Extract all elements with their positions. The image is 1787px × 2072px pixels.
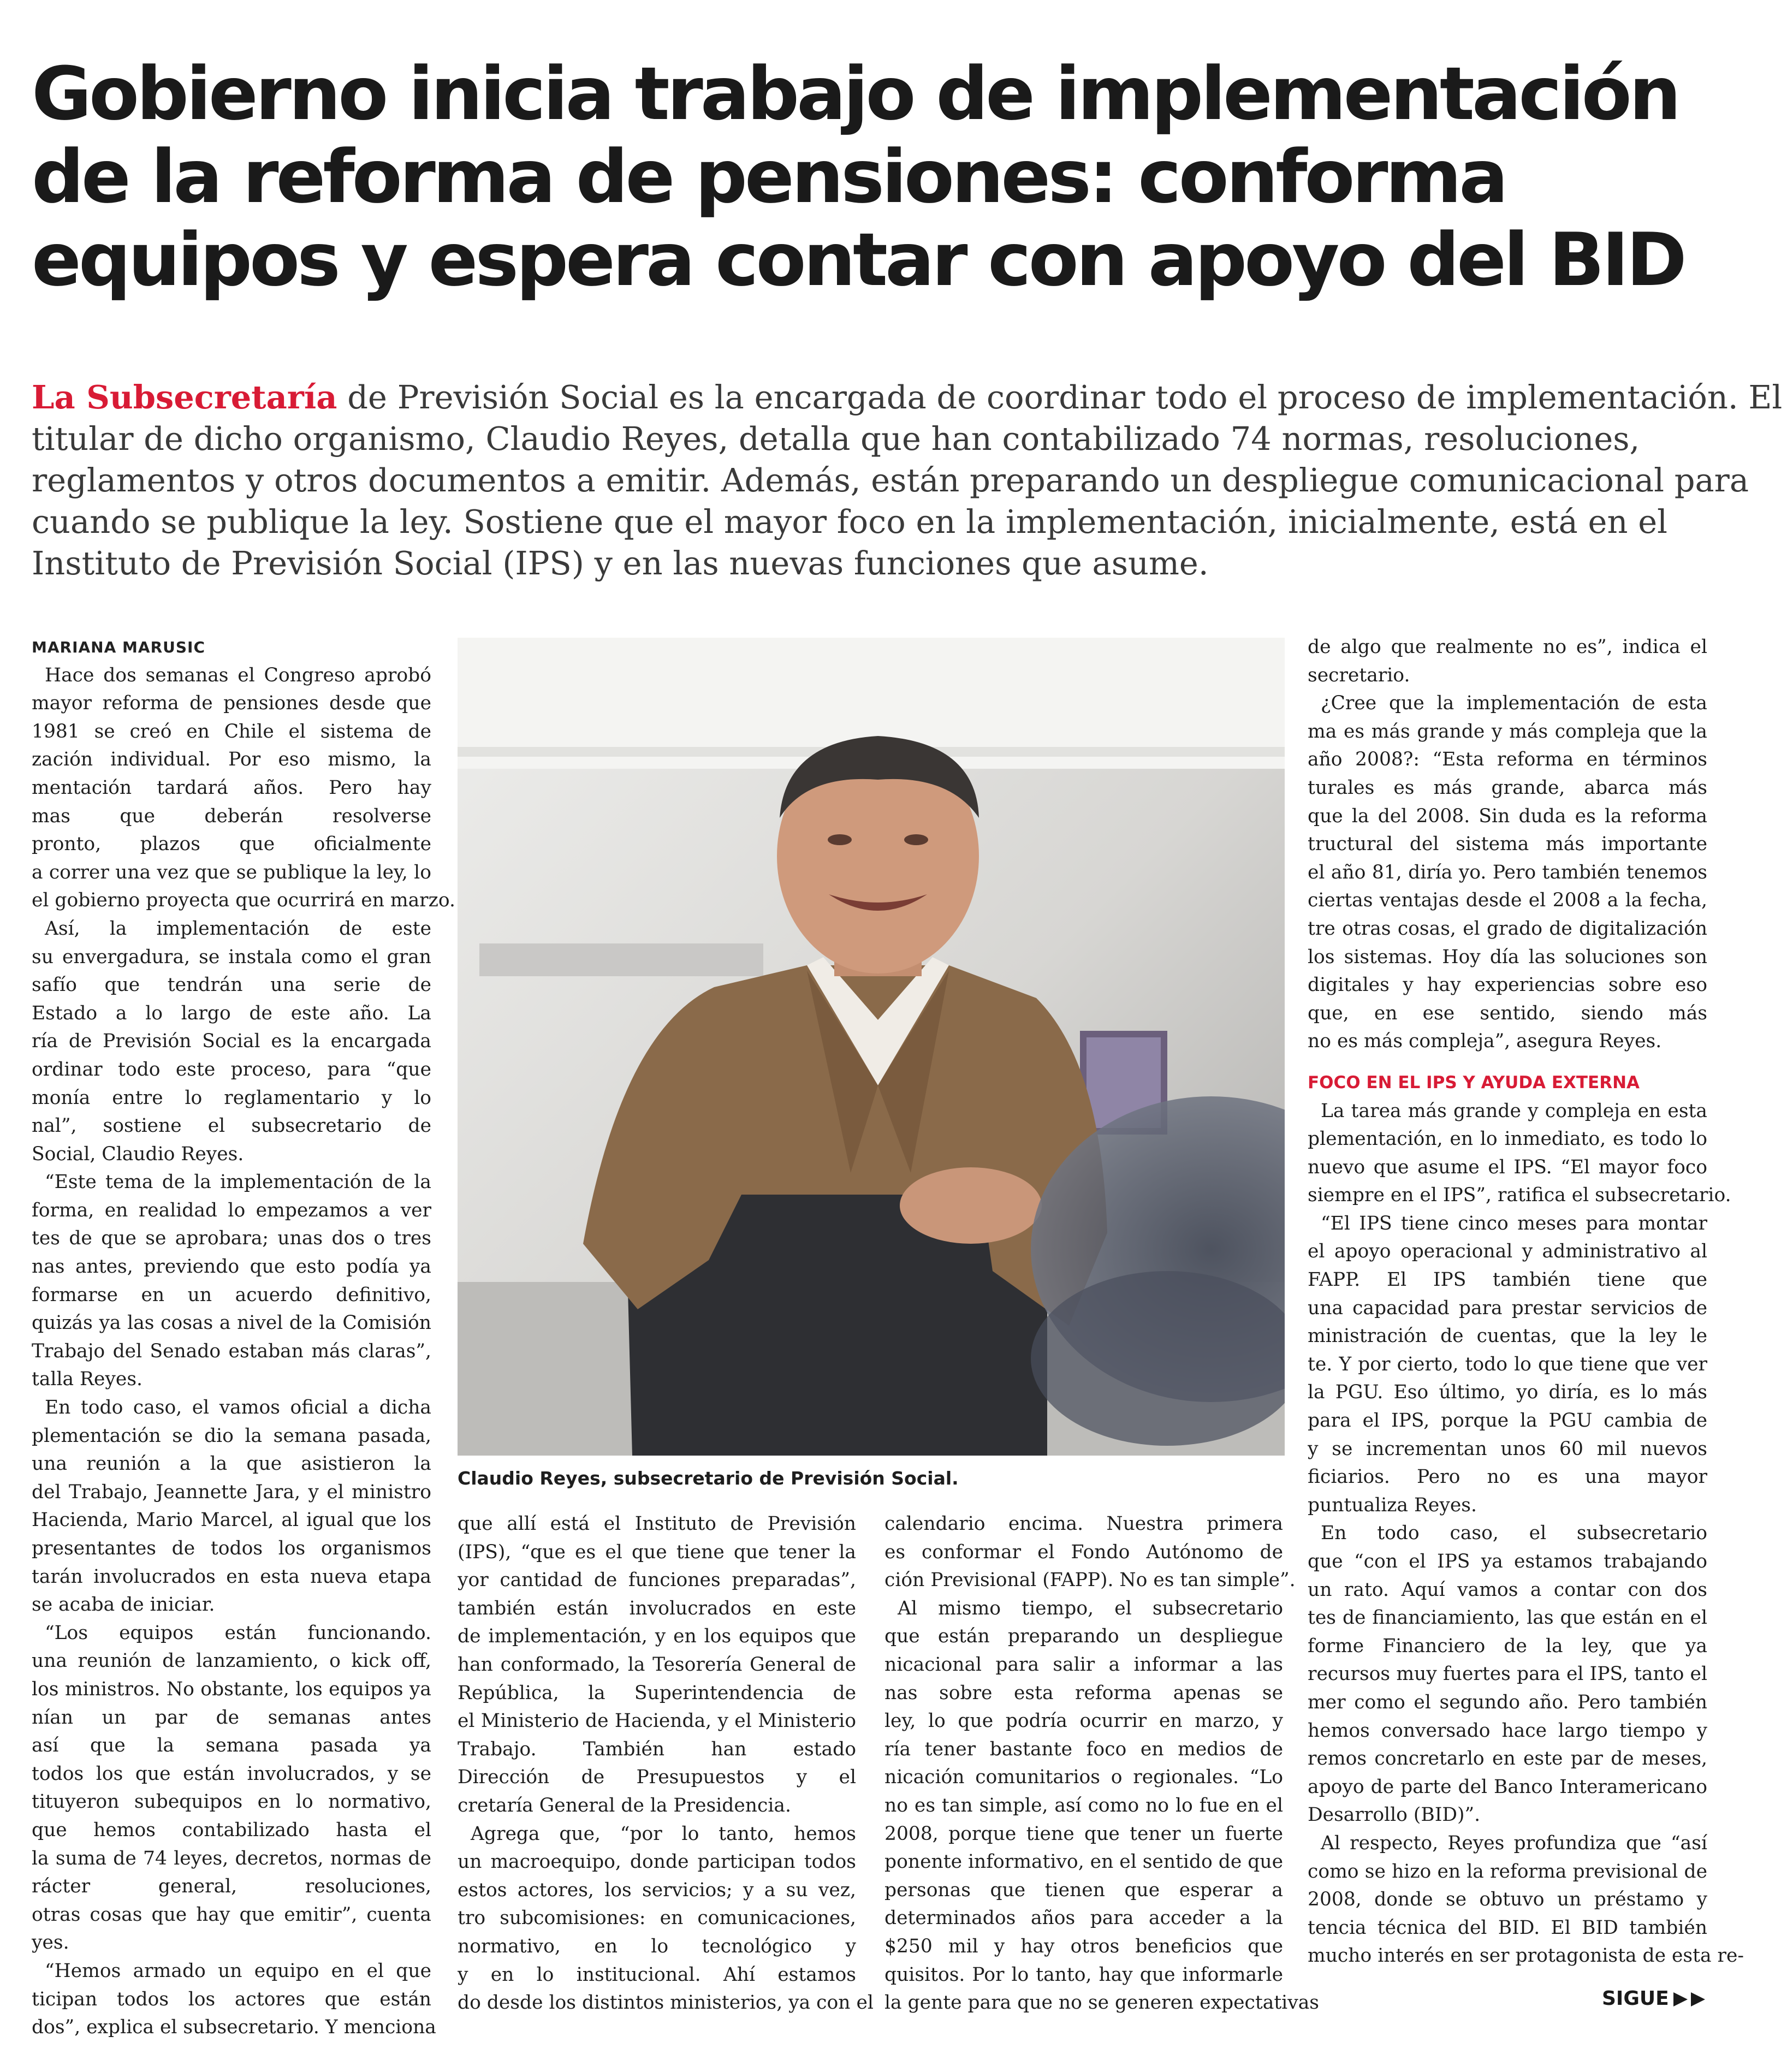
body-line: la PGU. Eso último, yo diría, es lo más — [1308, 1381, 1707, 1404]
body-line: Trabajo del Senado estaban más claras”, — [32, 1340, 431, 1362]
body-line: 1981 se creó en Chile el sistema de — [32, 720, 431, 743]
body-line: tre otras cosas, el grado de digitalización — [1308, 917, 1707, 940]
body-line: ticipan todos los actores que están — [32, 1988, 431, 2010]
body-line: apoyo de parte del Banco Interamericano — [1308, 1776, 1707, 1798]
body-line: nas sobre esta reforma apenas se — [884, 1682, 1283, 1704]
body-line: Estado a lo largo de este año. La — [32, 1002, 431, 1024]
body-line: tro subcomisiones: en comunicaciones, — [458, 1907, 856, 1929]
body-line: el año 81, diría yo. Pero también tenemos — [1308, 861, 1707, 883]
body-line: que hemos contabilizado hasta el — [32, 1819, 431, 1841]
body-line: ordinar todo este proceso, para “que — [32, 1058, 431, 1080]
body-line: nicacional para salir a informar a las — [884, 1653, 1283, 1676]
body-line: (IPS), “que es el que tiene que tener la — [458, 1541, 856, 1563]
body-line: zación individual. Por eso mismo, la — [32, 749, 431, 771]
body-line: la suma de 74 leyes, decretos, normas de — [32, 1847, 431, 1869]
body-line: Hace dos semanas el Congreso aprobó — [45, 664, 431, 686]
body-line: año 2008?: “Esta reforma en términos — [1308, 749, 1707, 771]
body-line: pronto, plazos que oficialmente — [32, 833, 431, 856]
article-column-3 — [884, 1510, 1319, 2017]
body-line: FAPP. El IPS también tiene que — [1308, 1269, 1707, 1291]
body-line: que la del 2008. Sin duda es la reforma — [1308, 805, 1707, 827]
body-line: Al respecto, Reyes profundiza que “así — [1321, 1832, 1707, 1854]
lead-line-text: de Previsión Social es la encargada de coordinar todo el proceso de implementación. El — [337, 378, 1783, 416]
body-line: del Trabajo, Jeannette Jara, y el ministro — [32, 1481, 431, 1503]
photo-claudio-reyes — [458, 638, 1285, 1456]
body-line: ¿Cree que la implementación de esta — [1321, 692, 1707, 715]
body-line: determinados años para acceder a la — [884, 1907, 1283, 1929]
body-line: “Los equipos están funcionando. — [45, 1622, 431, 1644]
body-line: dos”, explica el subsecretario. Y menciona — [32, 2016, 436, 2039]
body-line: turales es más grande, abarca más — [1308, 776, 1707, 799]
headline-line: de la reforma de pensiones: conforma — [32, 134, 1506, 219]
body-line: tructural del sistema más importante — [1308, 833, 1707, 856]
body-line: una reunión a la que asistieron la — [32, 1453, 431, 1475]
body-line: no es más compleja”, asegura Reyes. — [1308, 1030, 1662, 1053]
body-line: también están involucrados en este — [458, 1597, 856, 1619]
body-line: tes de que se aprobara; unas dos o tres — [32, 1227, 431, 1250]
body-line: así que la semana pasada ya — [32, 1735, 431, 1757]
body-line: se acaba de iniciar. — [32, 1594, 215, 1616]
body-line: quizás ya las cosas a nivel de la Comisión — [32, 1312, 431, 1334]
body-line: puntualiza Reyes. — [1308, 1494, 1477, 1516]
body-line: personas que tienen que esperar a — [884, 1879, 1283, 1901]
body-line: ción Previsional (FAPP). No es tan simple”. — [884, 1569, 1296, 1592]
body-line: que allí está el Instituto de Previsión — [458, 1513, 856, 1535]
body-line: monía entre lo reglamentario y lo — [32, 1087, 431, 1109]
body-line: Hacienda, Mario Marcel, al igual que los — [32, 1509, 431, 1531]
body-line: Desarrollo (BID)”. — [1308, 1804, 1481, 1826]
body-line: Al mismo tiempo, el subsecretario — [898, 1597, 1283, 1619]
body-line: el Ministerio de Hacienda, y el Ministerio — [458, 1710, 856, 1732]
lead-accent: La Subsecretaría — [32, 378, 337, 416]
body-line: ma es más grande y más compleja que la — [1308, 720, 1707, 743]
lead-line — [32, 377, 1783, 418]
body-line: una reunión de lanzamiento, o kick off, — [32, 1650, 431, 1672]
body-line: Social, Claudio Reyes. — [32, 1143, 244, 1165]
body-line: que están preparando un despliegue — [884, 1625, 1283, 1648]
body-line: ponente informativo, en el sentido de que — [884, 1851, 1283, 1873]
continues-marker — [1602, 1987, 1708, 2010]
body-line: mas que deberán resolverse — [32, 805, 431, 827]
body-line: un rato. Aquí vamos a contar con dos — [1308, 1578, 1707, 1601]
lead-line: Instituto de Previsión Social (IPS) y en las nuevas funciones que asume. — [32, 544, 1209, 582]
spacer — [1308, 1056, 1707, 1069]
body-line: y en lo institucional. Ahí estamos — [458, 1963, 856, 1986]
body-line: En todo caso, el vamos oficial a dicha — [45, 1397, 431, 1419]
body-line: ministración de cuentas, que la ley le — [1308, 1325, 1707, 1347]
body-line: formarse en un acuerdo definitivo, — [32, 1284, 431, 1306]
body-line: tes de financiamiento, las que están en el — [1308, 1607, 1707, 1629]
body-line: En todo caso, el subsecretario — [1321, 1522, 1707, 1545]
body-line: La tarea más grande y compleja en esta — [1321, 1100, 1707, 1122]
body-line: normativo, en lo tecnológico y — [458, 1935, 856, 1957]
body-line: remos concretarlo en este par de meses, — [1308, 1748, 1707, 1770]
body-line: estos actores, los servicios; y a su vez, — [458, 1879, 856, 1901]
body-line: plementación, en lo inmediato, es todo lo — [1308, 1128, 1707, 1150]
body-line: cretaría General de la Presidencia. — [458, 1794, 791, 1816]
body-line: la gente para que no se generen expectativas — [884, 1992, 1319, 2014]
body-line: rácter general, resoluciones, — [32, 1875, 431, 1898]
body-line: ficiarios. Pero no es una mayor — [1308, 1466, 1707, 1488]
body-line: nuevo que asume el IPS. “El mayor foco — [1308, 1156, 1707, 1178]
body-line: otras cosas que hay que emitir”, cuenta — [32, 1903, 431, 1926]
photo-caption: Claudio Reyes, subsecretario de Previsión Social. — [458, 1468, 959, 1489]
body-line: un macroequipo, donde participan todos — [458, 1851, 856, 1873]
body-line: todos los que están involucrados, y se — [32, 1762, 431, 1785]
body-line: su envergadura, se instala como el gran — [32, 946, 431, 968]
body-line: presentantes de todos los organismos — [32, 1537, 431, 1559]
body-line: una capacidad para prestar servicios de — [1308, 1297, 1707, 1319]
body-line: Agrega que, “por lo tanto, hemos — [471, 1822, 856, 1845]
body-line: “Este tema de la implementación de la — [45, 1171, 431, 1194]
headline-line: Gobierno inicia trabajo de implementación — [32, 51, 1679, 136]
body-line: tituyeron subequipos en lo normativo, — [32, 1791, 431, 1813]
body-line: talla Reyes. — [32, 1368, 143, 1391]
body-line: han conformado, la Tesorería General de — [458, 1653, 856, 1676]
body-line: Así, la implementación de este — [45, 917, 431, 940]
body-line: a correr una vez que se publique la ley, lo — [32, 861, 431, 883]
body-line: tarán involucrados en esta nueva etapa — [32, 1565, 431, 1588]
body-line: que, en ese sentido, siendo más — [1308, 1002, 1707, 1024]
body-line: el gobierno proyecta que ocurrirá en marzo. — [32, 889, 455, 912]
body-line: hemos conversado hace largo tiempo y — [1308, 1719, 1707, 1742]
body-line: el apoyo operacional y administrativo al — [1308, 1240, 1707, 1263]
lead-paragraph — [32, 377, 1783, 584]
article-column-2 — [458, 1510, 874, 2017]
body-line: los sistemas. Hoy día las soluciones son — [1308, 946, 1707, 968]
body-line: mer como el segundo año. Pero también — [1308, 1691, 1707, 1713]
double-arrow-icon — [1673, 1991, 1708, 2008]
body-line: nían un par de semanas antes — [32, 1706, 431, 1729]
body-line: recursos muy fuertes para el IPS, tanto el — [1308, 1663, 1707, 1685]
body-line: que “con el IPS ya estamos trabajando — [1308, 1551, 1707, 1572]
body-line: 2008, donde se obtuvo un préstamo y — [1308, 1889, 1707, 1911]
body-line: ría de Previsión Social es la encargada — [32, 1030, 431, 1053]
body-line: “El IPS tiene cinco meses para montar — [1321, 1212, 1707, 1234]
body-line: mayor reforma de pensiones desde que — [32, 692, 431, 715]
body-line: República, la Superintendencia de — [458, 1682, 856, 1704]
body-line: quisitos. Por lo tanto, hay que informarle — [884, 1963, 1283, 1986]
body-line: nicación comunitarios o regionales. “Lo — [884, 1766, 1283, 1789]
body-line: ría tener bastante foco en medios de — [884, 1738, 1283, 1760]
lead-line: reglamentos y otros documentos a emitir. Además, están preparando un despliegue comunicacional para — [32, 461, 1749, 499]
body-line: Dirección de Presupuestos y el — [458, 1766, 856, 1789]
body-line: yor cantidad de funciones preparadas”, — [458, 1569, 856, 1592]
body-line: do desde los distintos ministerios, ya con el — [458, 1992, 874, 2014]
body-line: para el IPS, porque la PGU cambia de — [1308, 1410, 1707, 1432]
body-line: safío que tendrán una serie de — [32, 974, 431, 996]
body-line: $250 mil y hay otros beneficios que — [884, 1935, 1283, 1957]
portrait-image — [458, 638, 1285, 1456]
body-line: tencia técnica del BID. El BID también — [1308, 1916, 1707, 1939]
lead-line: cuando se publique la ley. Sostiene que el mayor foco en la implementación, inicialmente, está en el — [32, 503, 1667, 541]
body-line: “Hemos armado un equipo en el que — [45, 1960, 431, 1982]
body-line: te. Y por cierto, todo lo que tiene que ver — [1308, 1353, 1707, 1375]
section-subhead: FOCO EN EL IPS Y AYUDA EXTERNA — [1308, 1072, 1640, 1093]
body-line: y se incrementan unos 60 mil nuevos — [1308, 1438, 1707, 1460]
body-line: no es tan simple, así como no lo fue en el — [884, 1794, 1283, 1816]
sigue-label: SIGUE — [1602, 1987, 1669, 2010]
body-line: nal”, sostiene el subsecretario de — [32, 1115, 431, 1137]
body-line: yes. — [32, 1932, 69, 1954]
body-line: ley, lo que podría ocurrir en marzo, y — [884, 1710, 1283, 1732]
headline-line: equipos y espera contar con apoyo del BID — [32, 217, 1684, 302]
byline: MARIANA MARUSIC — [32, 638, 205, 656]
body-line: de implementación, y en los equipos que — [458, 1625, 856, 1648]
body-line: forme Financiero de la ley, que ya — [1308, 1635, 1707, 1657]
body-line: 2008, porque tiene que tener un fuerte — [884, 1822, 1283, 1845]
body-line: mucho interés en ser protagonista de esta re- — [1308, 1945, 1744, 1967]
body-line: es conformar el Fondo Autónomo de — [884, 1541, 1283, 1563]
headline — [32, 52, 1757, 301]
body-line: mentación tardará años. Pero hay — [32, 776, 431, 799]
article-column-1 — [32, 633, 455, 2042]
lead-line: titular de dicho organismo, Claudio Reyes, detalla que han contabilizado 74 normas, resoluciones, — [32, 420, 1640, 458]
body-line: los ministros. No obstante, los equipos ya — [32, 1678, 431, 1700]
body-line: nas antes, previendo que esto podía ya — [32, 1256, 431, 1278]
body-line: secretario. — [1308, 664, 1410, 686]
body-line: calendario encima. Nuestra primera — [884, 1513, 1283, 1535]
body-line: como se hizo en la reforma previsional de — [1308, 1860, 1707, 1883]
body-line: plementación se dio la semana pasada, — [32, 1424, 431, 1447]
body-line: siempre en el IPS”, ratifica el subsecretario. — [1308, 1184, 1731, 1207]
body-line: ciertas ventajas desde el 2008 a la fecha, — [1308, 889, 1707, 912]
body-line: Trabajo. También han estado — [458, 1738, 856, 1760]
body-line: forma, en realidad lo empezamos a ver — [32, 1199, 431, 1221]
article-column-4 — [1308, 633, 1744, 1970]
body-line: digitales y hay experiencias sobre eso — [1308, 974, 1707, 996]
body-line: de algo que realmente no es”, indica el — [1308, 636, 1707, 658]
